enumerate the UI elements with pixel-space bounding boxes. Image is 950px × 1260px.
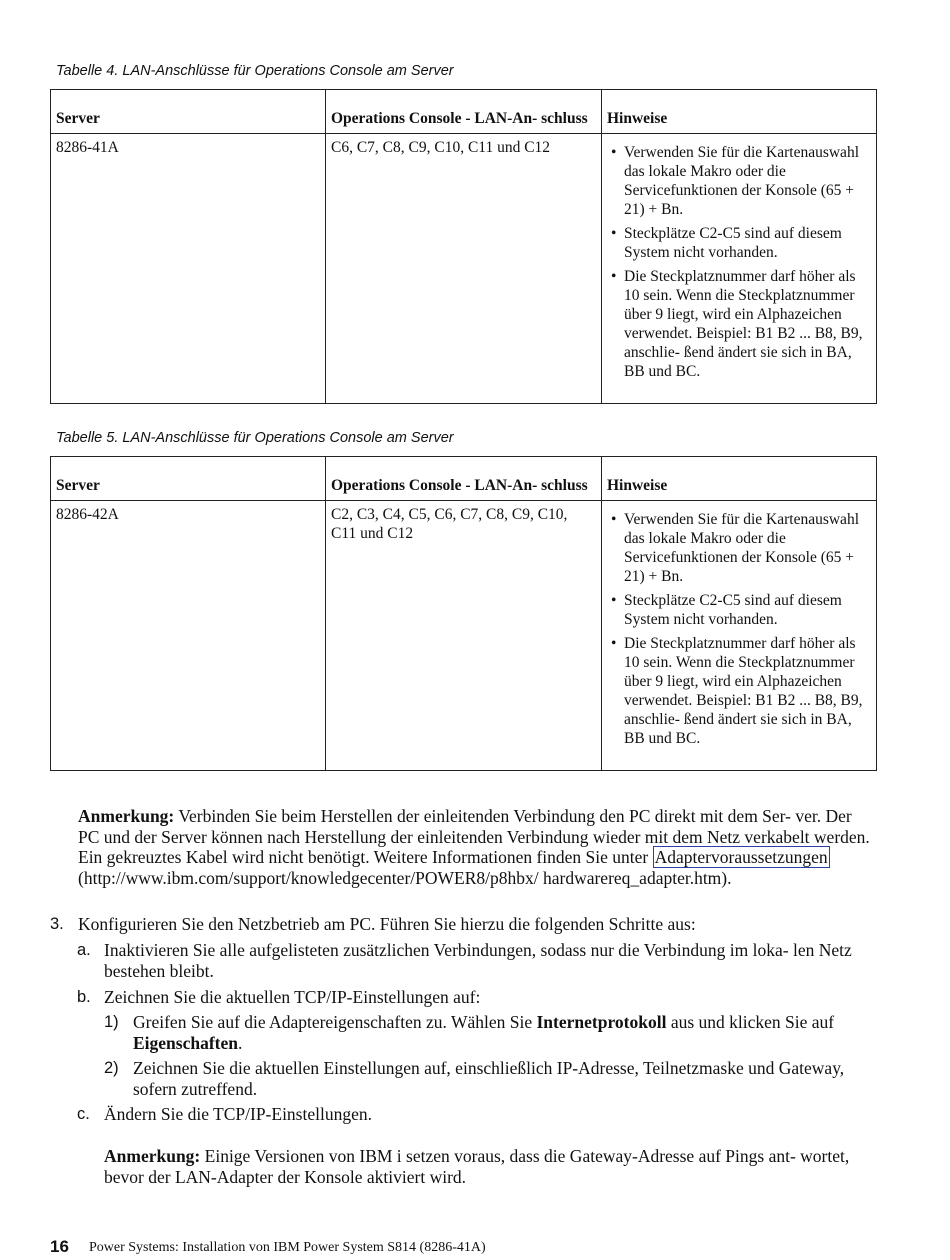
table5-header-notes: Hinweise (602, 457, 877, 501)
step3b1-part3: . (238, 1032, 243, 1053)
table5-caption: Tabelle 5. LAN-Anschlüsse für Operations Console am Server (56, 430, 454, 446)
step3-marker: 3. (50, 915, 64, 933)
step3b1-part2: aus und klicken Sie auf (670, 1012, 835, 1032)
step3b2-text: Zeichnen Sie die aktuellen Einstellungen auf, einschließlich IP-Adresse, Teilnetzmaske und Gateway, sofern zutreffend. (133, 1058, 845, 1099)
table4-header-port: Operations Console - LAN-An- schluss (326, 90, 602, 134)
footer-title: Power Systems: Installation von IBM Power System S814 (8286-41A) (89, 1240, 486, 1255)
step3c-text: Ändern Sie die TCP/IP-Einstellungen. (104, 1104, 372, 1124)
table5-header-server: Server (51, 457, 326, 501)
step3c-note (104, 1146, 873, 1187)
step3a-marker: a. (77, 941, 91, 959)
step3a-text: Inaktivieren Sie alle aufgelisteten zusätzlichen Verbindungen, sodass nur die Verbindung im loka- len Netz bestehen bleibt. (104, 940, 852, 981)
table5-header-port: Operations Console - LAN-An- schluss (326, 457, 602, 501)
list-item: • Steckplätze C2-C5 sind auf diesem System nicht vorhanden. (607, 591, 871, 629)
properties-label: Eigenschaften (133, 1032, 238, 1053)
table4-header-server: Server (51, 90, 326, 134)
list-item: • Verwenden Sie für die Kartenauswahl das lokale Makro oder die Servicefunktionen der Konsole (65 + 21) + Bn. (607, 143, 871, 219)
table5 (50, 456, 877, 771)
list-item: • Die Steckplatznummer darf höher als 10 sein. Wenn die Steckplatznummer über 9 liegt, wird ein Alphazeichen verwendet. Beispiel: B1 B2 ... B8, B9, anschlie- ßend ändert sie sich in BA, BB und BC. (607, 267, 871, 381)
table4 (50, 89, 877, 404)
step3b1-text (133, 1012, 874, 1053)
step3c-marker: c. (77, 1105, 90, 1123)
table5-cell-notes (602, 501, 877, 771)
table-row (51, 501, 877, 771)
internet-protocol-label: Internetprotokoll (536, 1012, 667, 1032)
table4-cell-notes (602, 134, 877, 404)
list-item: • Steckplätze C2-C5 sind auf diesem System nicht vorhanden. (607, 224, 871, 262)
table-row (51, 134, 877, 404)
step3b-text: Zeichnen Sie die aktuellen TCP/IP-Einstellungen auf: (104, 987, 481, 1007)
note-label: Anmerkung: (78, 806, 175, 826)
step3-text: Konfigurieren Sie den Netzbetrieb am PC. Führen Sie hierzu die folgenden Schritte aus: (78, 914, 696, 934)
table4-cell-ports: C6, C7, C8, C9, C10, C11 und C12 (326, 134, 602, 404)
table5-cell-ports: C2, C3, C4, C5, C6, C7, C8, C9, C10, C11 und C12 (326, 501, 602, 771)
table5-cell-server: 8286-42A (51, 501, 326, 771)
list-item: • Verwenden Sie für die Kartenauswahl das lokale Makro oder die Servicefunktionen der Konsole (65 + 21) + Bn. (607, 510, 871, 586)
step3b1-part1: Greifen Sie auf die Adaptereigenschaften zu. Wählen Sie (133, 1012, 533, 1032)
list-item: • Die Steckplatznummer darf höher als 10 sein. Wenn die Steckplatznummer über 9 liegt, wird ein Alphazeichen verwendet. Beispiel: B1 B2 ... B8, B9, anschlie- ßend ändert sie sich in BA, BB und BC. (607, 634, 871, 748)
note-text: Verbinden Sie beim Herstellen der einleitenden Verbindung den PC direkt mit dem Ser- ver. Der PC und der Server können nach Herstellung der einleitenden Verbindung wieder mit dem Netz verkabelt werden. Ein gekreuztes Kabel wird nicht benötigt. Weitere Informationen finden Sie unter (78, 806, 870, 867)
adapter-requirements-link[interactable]: Adaptervoraussetzungen (654, 847, 828, 867)
table4-header-notes: Hinweise (602, 90, 877, 134)
step3b-marker: b. (77, 988, 91, 1006)
table4-cell-server: 8286-41A (51, 134, 326, 404)
note-paragraph (78, 806, 873, 888)
step3b1-marker: 1) (104, 1013, 119, 1031)
table4-caption: Tabelle 4. LAN-Anschlüsse für Operations Console am Server (56, 63, 454, 79)
step3c-note-text: Einige Versionen von IBM i setzen voraus, dass die Gateway-Adresse auf Pings ant- wortet, bevor der LAN-Adapter der Konsole aktiviert wird. (104, 1146, 850, 1187)
step3b2-marker: 2) (104, 1059, 119, 1077)
note-url-text: (http://www.ibm.com/support/knowledgecenter/POWER8/p8hbx/ hardwarereq_adapter.htm). (78, 867, 732, 888)
step3c-note-label: Anmerkung: (104, 1146, 201, 1166)
page-number: 16 (50, 1237, 69, 1256)
